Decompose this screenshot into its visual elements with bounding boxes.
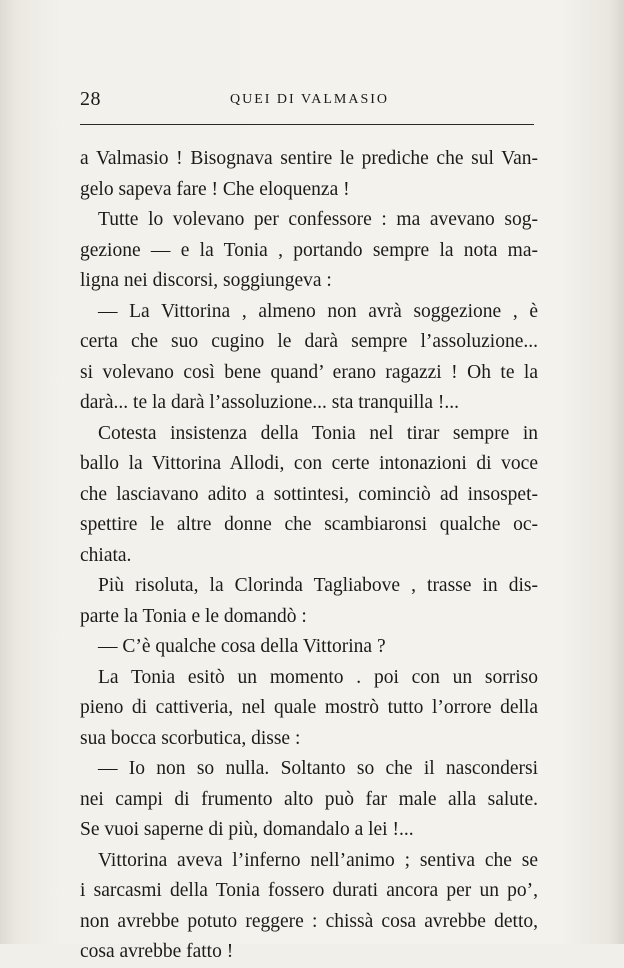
text-line: La Tonia esitò un momento . poi con un sorriso: [98, 666, 538, 688]
text-line: i sarcasmi della Tonia fossero durati ancora per un po’,: [80, 880, 538, 901]
page-header: [80, 88, 534, 116]
text-line: si volevano così bene quand’ erano ragazzi ! Oh te la: [80, 361, 538, 383]
text-line: gelo sapeva fare ! Che eloquenza !: [80, 178, 350, 200]
text-line: spettire le altre donne che scambiaronsi qualche oc-: [80, 514, 538, 535]
text-line: — La Vittorina , almeno non avrà soggezione , è: [98, 300, 538, 322]
text-line: sua bocca scorbutica, disse :: [80, 727, 301, 749]
text-line: ligna nei discorsi, soggiungeva :: [80, 270, 332, 291]
page-number: 28: [80, 88, 101, 110]
header-rule: [80, 124, 534, 125]
text-line: a Valmasio ! Bisognava sentire le prediche che sul Van-: [80, 148, 538, 169]
text-line: chiata.: [80, 544, 132, 566]
text-line: gezione — e la Tonia , portando sempre la nota ma-: [80, 239, 538, 261]
text-line: Cotesta insistenza della Tonia nel tirar sempre in: [98, 422, 538, 444]
text-line: Se vuoi saperne di più, domandalo a lei !...: [80, 819, 414, 840]
text-line: Più risoluta, la Clorinda Tagliabove , trasse in dis-: [98, 575, 538, 596]
text-line: — Io non so nulla. Soltanto so che il nascondersi: [98, 758, 538, 779]
running-title: QUEI DI VALMASIO: [230, 92, 390, 107]
text-line: pieno di cattiveria, nel quale mostrò tutto l’orrore della: [80, 697, 538, 718]
text-line: darà... te la darà l’assoluzione... sta tranquilla !...: [80, 392, 460, 413]
text-line: ballo la Vittorina Allodi, con certe intonazioni di voce: [80, 453, 538, 474]
text-line: certa che suo cugino le darà sempre l’assoluzione...: [80, 331, 538, 352]
text-line: — C’è qualche cosa della Vittorina ?: [98, 636, 386, 657]
text-line: Tutte lo volevano per confessore : ma avevano sog-: [98, 209, 538, 230]
text-line: nei campi di frumento alto può far male alla salute.: [80, 788, 538, 810]
text-line: Vittorina aveva l’inferno nell’animo ; sentiva che se: [98, 849, 538, 871]
body-text: [80, 144, 538, 968]
text-line: parte la Tonia e le domandò :: [80, 605, 307, 627]
text-line: non avrebbe potuto reggere : chissà cosa avrebbe detto,: [80, 910, 538, 932]
text-line: cosa avrebbe fatto !: [80, 941, 234, 962]
text-line: che lasciavano adito a sottintesi, cominciò ad insospet-: [80, 483, 538, 505]
